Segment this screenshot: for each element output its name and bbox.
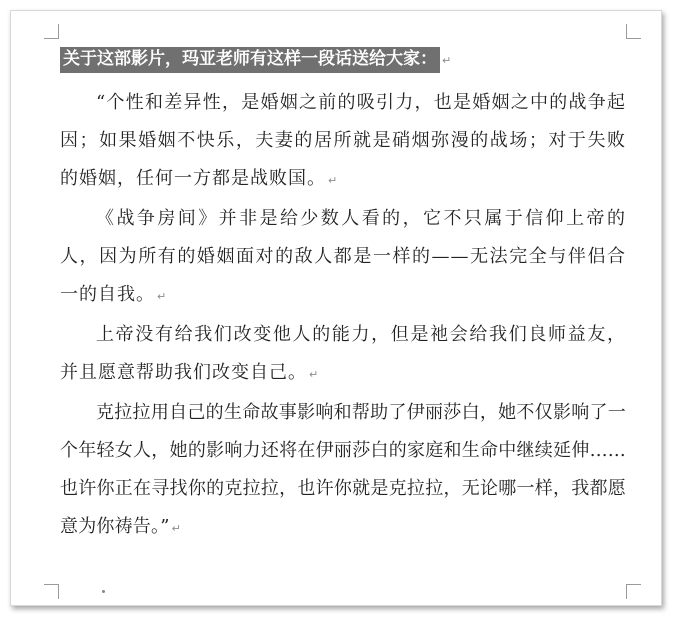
document-body[interactable] bbox=[60, 40, 626, 548]
margin-corner-top-left bbox=[44, 24, 59, 39]
margin-corner-top-right bbox=[626, 24, 641, 39]
heading-paragraph bbox=[60, 40, 626, 78]
paragraph-mark-icon: ↵ bbox=[442, 54, 452, 67]
paragraph-2-text: 《战争房间》并非是给少数人看的，它不只属于信仰上帝的人，因为所有的婚姻面对的敌人都是一样的——无法完全与伴侣合一的自我。 bbox=[60, 208, 626, 305]
paragraph-2 bbox=[60, 200, 626, 316]
empty-paragraph-dot bbox=[102, 590, 105, 593]
paragraph-4-text: 克拉拉用自己的生命故事影响和帮助了伊丽莎白，她不仅影响了一个年轻女人，她的影响力还将在伊丽莎白的家庭和生命中继续延伸……也许你正在寻找你的克拉拉，也许你就是克拉拉，无论哪一样，我都愿意为你祷告。” bbox=[60, 402, 626, 537]
paragraph-3-text: 上帝没有给我们改变他人的能力，但是祂会给我们良师益友，并且愿意帮助我们改变自己。 bbox=[60, 324, 626, 383]
margin-corner-bottom-right bbox=[626, 584, 641, 599]
paragraph-mark-icon: ↵ bbox=[309, 368, 319, 381]
highlighted-heading: 关于这部影片，玛亚老师有这样一段话送给大家： bbox=[60, 47, 440, 73]
margin-corner-bottom-left bbox=[44, 584, 59, 599]
paragraph-mark-icon: ↵ bbox=[171, 522, 181, 535]
paragraph-1-text: “个性和差异性，是婚姻之前的吸引力，也是婚姻之中的战争起因；如果婚姻不快乐，夫妻的居所就是硝烟弥漫的战场；对于失败的婚姻，任何一方都是战败国。 bbox=[60, 92, 626, 189]
paragraph-1 bbox=[60, 84, 626, 200]
paragraph-mark-icon: ↵ bbox=[328, 174, 338, 187]
paragraph-mark-icon: ↵ bbox=[157, 290, 167, 303]
paragraph-3 bbox=[60, 316, 626, 394]
paragraph-4 bbox=[60, 394, 626, 548]
